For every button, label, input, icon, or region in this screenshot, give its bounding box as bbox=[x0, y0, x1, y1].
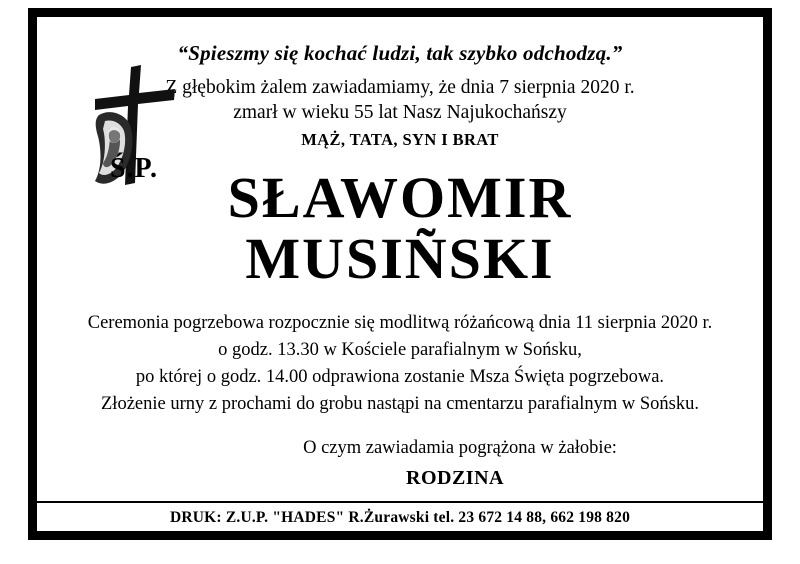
sp-abbreviation: Ś.P. bbox=[109, 153, 159, 184]
notice-inner bbox=[37, 17, 763, 531]
memorial-quote: “Spieszmy się kochać ludzi, tak szybko odchodzą.” bbox=[177, 41, 623, 65]
deceased-last-name: MUSIÑSKI bbox=[245, 226, 555, 292]
ceremony-line-4: Złożenie urny z prochami do grobu nastąpi na cmentarzu parafialnym w Sońsku. bbox=[101, 393, 699, 414]
deceased-first-name: SŁAWOMIR bbox=[227, 165, 573, 231]
ceremony-line-3: po której o godz. 14.00 odprawiona zostanie Msza Święta pogrzebowa. bbox=[135, 366, 665, 387]
ceremony-line-1: Ceremonia pogrzebowa rozpocznie się modlitwą różańcową dnia 11 sierpnia 2020 r. bbox=[87, 313, 713, 334]
printer-credit: DRUK: Z.U.P. "HADES" R.Żurawski tel. 23 672 14 88, 662 198 820 bbox=[169, 509, 631, 526]
intro-line-2: zmarł w wieku 55 lat Nasz Najukochańszy bbox=[233, 101, 567, 123]
ceremony-line-2: o godz. 13.30 w Kościele parafialnym w Sońsku, bbox=[218, 340, 582, 361]
intro-relations: MĄŻ, TATA, SYN I BRAT bbox=[301, 129, 499, 149]
closing-text: O czym zawiadamia pogrążona w żałobie: bbox=[303, 437, 617, 458]
signature-family: RODZINA bbox=[406, 466, 504, 489]
mourning-notice-card bbox=[28, 8, 772, 540]
ceremony-details bbox=[51, 310, 749, 417]
footer-divider bbox=[37, 501, 763, 503]
intro-line-1: Z głębokim żalem zawiadamiamy, że dnia 7 sierpnia 2020 r. bbox=[165, 77, 635, 98]
